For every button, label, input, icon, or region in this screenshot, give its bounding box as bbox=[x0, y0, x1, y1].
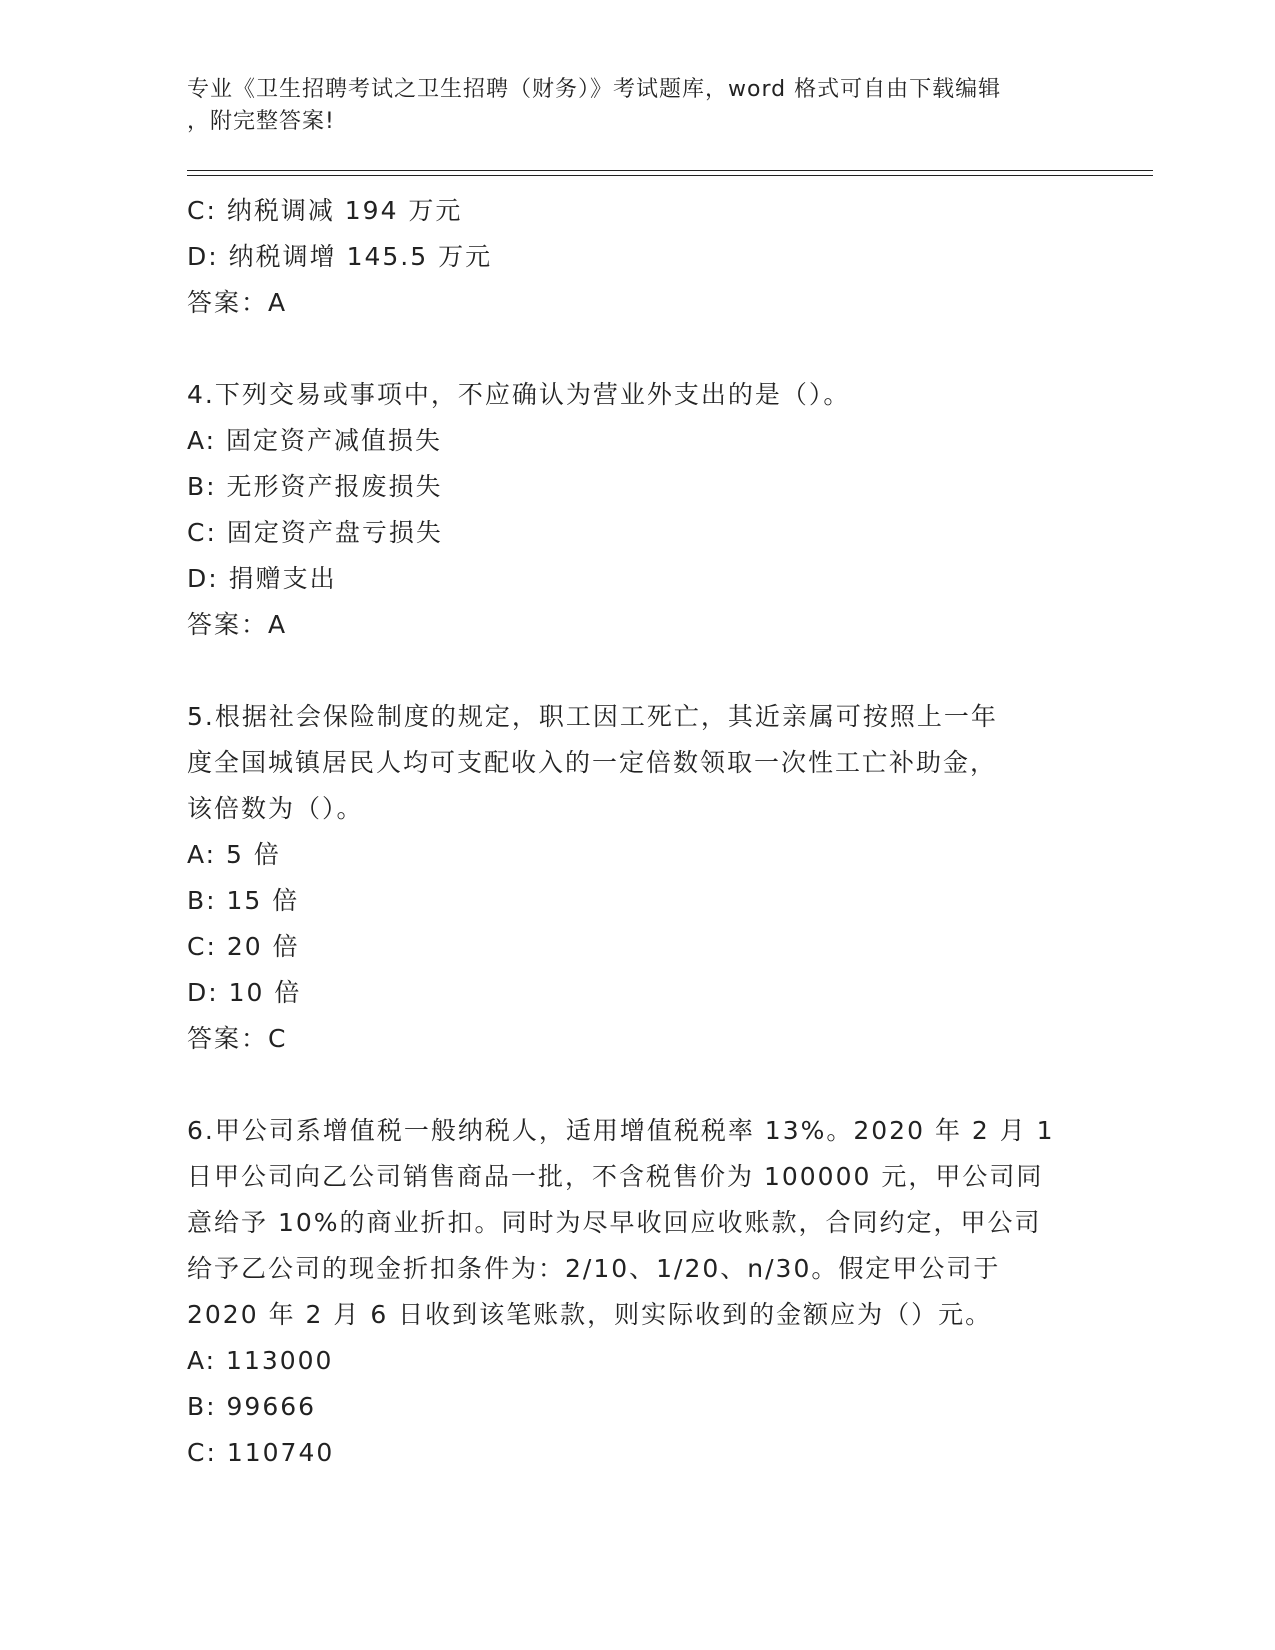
q4-option-d: D: 捐赠支出 bbox=[187, 564, 337, 593]
q4-option-c: C: 固定资产盘亏损失 bbox=[187, 518, 443, 547]
header-title-line-2: ，附完整答案! bbox=[187, 109, 335, 134]
q3-answer: 答案：A bbox=[187, 288, 288, 317]
q4-stem: 4.下列交易或事项中，不应确认为营业外支出的是（）。 bbox=[187, 380, 851, 409]
q5-option-b: B: 15 倍 bbox=[187, 886, 300, 915]
q6-option-b: B: 99666 bbox=[187, 1392, 317, 1421]
spacer bbox=[187, 326, 1087, 372]
q6-stem-line-1: 6.甲公司系增值税一般纳税人，适用增值税税率 13%。2020 年 2 月 1 bbox=[187, 1116, 1055, 1145]
q6-stem-line-3: 意给予 10%的商业折扣。同时为尽早收回应收账款，合同约定，甲公司 bbox=[187, 1208, 1042, 1237]
q5-answer: 答案：C bbox=[187, 1024, 288, 1053]
q5-stem-line-1: 5.根据社会保险制度的规定，职工因工死亡，其近亲属可按照上一年 bbox=[187, 702, 998, 731]
q6-stem-line-5: 2020 年 2 月 6 日收到该笔账款，则实际收到的金额应为（）元。 bbox=[187, 1300, 993, 1329]
q3-option-c: C: 纳税调减 194 万元 bbox=[187, 196, 463, 225]
q4-answer: 答案：A bbox=[187, 610, 288, 639]
q6-option-a: A: 113000 bbox=[187, 1346, 334, 1375]
q6-option-c: C: 110740 bbox=[187, 1438, 335, 1467]
header-title-line-1: 专业《卫生招聘考试之卫生招聘（财务）》考试题库，word 格式可自由下载编辑 bbox=[187, 77, 1002, 102]
q3-option-d: D: 纳税调增 145.5 万元 bbox=[187, 242, 493, 271]
q5-stem-line-3: 该倍数为（）。 bbox=[187, 794, 364, 823]
q5-option-c: C: 20 倍 bbox=[187, 932, 300, 961]
question-content bbox=[187, 188, 1087, 1476]
q5-stem-line-2: 度全国城镇居民人均可支配收入的一定倍数领取一次性工亡补助金， bbox=[187, 748, 998, 777]
header-rule-top bbox=[187, 170, 1153, 171]
document-header bbox=[187, 74, 1067, 138]
q6-stem-line-2: 日甲公司向乙公司销售商品一批，不含税售价为 100000 元，甲公司同 bbox=[187, 1162, 1044, 1191]
q4-option-a: A: 固定资产减值损失 bbox=[187, 426, 443, 455]
spacer bbox=[187, 648, 1087, 694]
q5-option-a: A: 5 倍 bbox=[187, 840, 281, 869]
header-rule-bottom bbox=[187, 175, 1153, 176]
q6-stem-line-4: 给予乙公司的现金折扣条件为：2/10、1/20、n/30。假定甲公司于 bbox=[187, 1254, 1001, 1283]
q5-option-d: D: 10 倍 bbox=[187, 978, 302, 1007]
spacer bbox=[187, 1062, 1087, 1108]
q4-option-b: B: 无形资产报废损失 bbox=[187, 472, 443, 501]
